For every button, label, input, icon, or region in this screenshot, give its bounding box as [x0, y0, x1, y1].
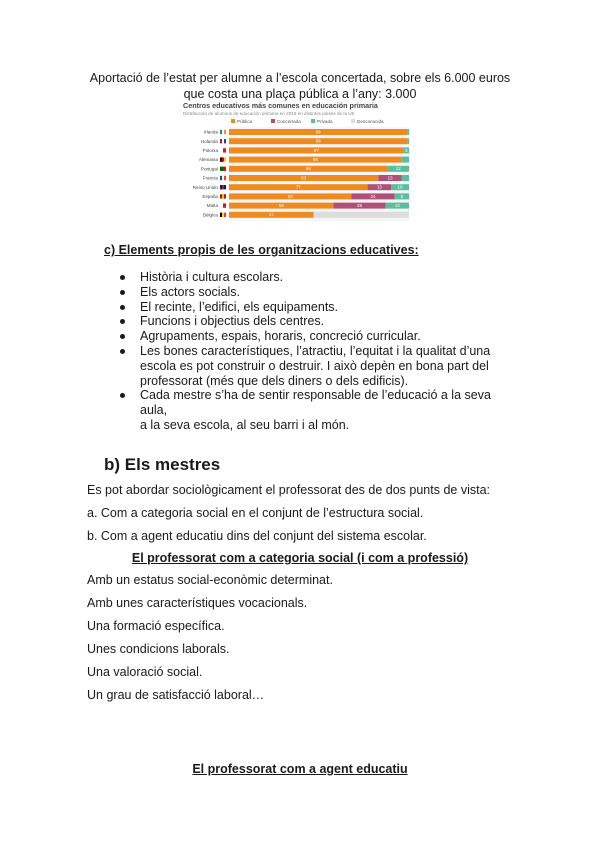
data-label: 12	[395, 166, 401, 172]
legend-swatch	[271, 119, 275, 123]
list-item-line: Funcions i objectius dels centres.	[140, 314, 325, 329]
flag-icon	[222, 185, 224, 189]
list-item: Amb unes característiques vocacionals.	[87, 596, 308, 610]
data-label: 8	[400, 193, 404, 199]
list-item: Una valoració social.	[87, 665, 203, 679]
legend-label: Concertada	[277, 118, 301, 124]
bar-segment	[402, 175, 409, 181]
paragraph-option-b: b. Com a agent educatiu dins del conjunt del sistema escolar.	[87, 529, 427, 543]
data-label: 97	[313, 147, 319, 153]
flag-icon	[223, 203, 226, 207]
legend-swatch	[231, 119, 235, 123]
list-item-line: Agrupaments, espais, horaris, concreció curricular.	[140, 329, 421, 344]
bar-segment	[402, 157, 409, 163]
flag-icon	[224, 157, 226, 161]
list-item-line: Cada mestre s’ha de sentir responsable de l’educació a la seva aula,	[140, 388, 491, 418]
teacher-traits-list	[87, 573, 333, 711]
paragraph-option-a: a. Com a categoria social en el conjunt de l’estructura social.	[87, 506, 424, 520]
list-item	[120, 314, 520, 329]
list-item-line: El recinte, l’edifici, els equipaments.	[140, 299, 339, 314]
chart-title: Centros educativos más comunes en educación primaria	[183, 101, 378, 110]
flag-icon	[222, 130, 224, 134]
flag-icon	[220, 213, 222, 217]
data-label: 99	[315, 129, 321, 135]
bullet-icon	[120, 290, 125, 295]
flag-icon	[223, 167, 226, 171]
intro-line-1: Aportació de l’estat per alumne a l’escola concertada, sobre els 6.000 euros	[89, 71, 511, 85]
category-label: Irlanda	[203, 129, 218, 135]
list-item-line: Història i cultura escolars.	[140, 270, 284, 284]
category-label: Reino Unido	[192, 184, 218, 190]
bar-segment	[407, 129, 409, 135]
list-item: Una formació específica.	[87, 619, 225, 633]
bullet-icon	[120, 334, 125, 339]
subtitle-educational-agent: El professorat com a agent educatiu	[192, 762, 408, 776]
bar-segment	[314, 212, 409, 218]
section-c-title: c) Elements propis de les organitzacions educatives:	[104, 243, 419, 257]
data-label: 68	[287, 193, 293, 199]
category-label: Francia	[202, 175, 218, 181]
flag-icon	[222, 194, 224, 198]
list-item-line: Els actors socials.	[140, 284, 241, 299]
bullet-icon	[120, 305, 125, 310]
flag-icon	[220, 148, 223, 152]
list-item-line: a la seva escola, al seu barri i al món.	[140, 417, 350, 432]
data-label: 99	[315, 138, 321, 144]
bullet-icon	[120, 349, 125, 354]
flag-icon	[224, 130, 226, 134]
intro-text	[60, 70, 540, 102]
data-label: 3	[405, 147, 408, 153]
flag-icon	[222, 213, 224, 217]
flag-icon	[224, 213, 226, 217]
list-item-line: escola es pot construir o destruir. I això depèn en bona part del	[140, 358, 489, 373]
school-types-chart	[183, 101, 413, 231]
flag-icon	[220, 185, 222, 189]
list-item: Amb un estatus social-econòmic determinat.	[87, 573, 333, 587]
data-label: 13	[394, 203, 400, 208]
data-label: 13	[387, 175, 393, 181]
flag-icon	[224, 139, 226, 143]
list-item	[120, 329, 520, 344]
flag-icon	[220, 167, 223, 171]
section-c-list	[120, 270, 520, 433]
flag-icon	[224, 185, 226, 189]
data-label: 47	[268, 212, 274, 218]
data-label: 29	[357, 203, 362, 208]
list-item: Un grau de satisfacció laboral…	[87, 688, 265, 702]
category-label: Alemania	[198, 157, 218, 163]
data-label: 10	[397, 184, 403, 190]
flag-icon	[220, 139, 222, 143]
list-item	[120, 388, 520, 432]
legend-label: Pública	[237, 118, 253, 124]
bullet-icon	[120, 393, 125, 398]
flag-icon	[220, 194, 222, 198]
category-label: España	[202, 194, 218, 199]
legend-swatch	[311, 119, 315, 123]
flag-icon	[224, 194, 226, 198]
data-label: 83	[301, 175, 307, 181]
list-item	[120, 270, 520, 285]
data-label: 24	[370, 193, 376, 199]
flag-icon	[222, 139, 224, 143]
bullet-icon	[120, 319, 125, 324]
flag-icon	[224, 176, 226, 180]
legend-label: Privada	[317, 118, 333, 124]
flag-icon	[222, 176, 224, 180]
flag-icon	[220, 176, 222, 180]
intro-line-2: que costa una plaça pública a l’any: 3.000	[183, 87, 417, 101]
category-label: Bélgica	[202, 212, 218, 218]
data-label: 96	[312, 157, 318, 162]
category-label: Portugal	[200, 166, 218, 172]
chart-subtitle: Distribución de alumnos de educación primaria en 2019 en distintos países de la UE	[183, 111, 355, 116]
flag-icon	[220, 130, 222, 134]
flag-icon	[223, 148, 226, 152]
data-label: 13	[376, 184, 382, 190]
data-label: 77	[295, 184, 301, 190]
data-label: 88	[305, 166, 311, 172]
list-item	[120, 300, 520, 315]
legend-swatch	[351, 119, 355, 123]
list-item	[120, 285, 520, 300]
list-item-line: Les bones característiques, l’atractiu, l’equitat i la qualitat d’una	[140, 343, 491, 358]
bullet-icon	[120, 275, 125, 280]
bar-segment	[407, 138, 409, 144]
category-label: Malta	[206, 203, 218, 209]
section-b-heading: b) Els mestres	[104, 455, 221, 474]
category-label: Holanda	[200, 138, 218, 144]
category-label: Polonia	[202, 148, 218, 153]
legend-label: Desconocida	[357, 118, 384, 124]
paragraph-intro: Es pot abordar sociològicament el professorat des de dos punts de vista:	[87, 483, 491, 497]
list-item	[120, 344, 520, 388]
subtitle-social-category: El professorat com a categoria social (i com a professió)	[131, 551, 469, 565]
flag-icon	[220, 203, 223, 207]
data-label: 58	[278, 203, 284, 208]
chart-plot	[183, 116, 413, 228]
list-item: Unes condicions laborals.	[87, 642, 230, 656]
flag-icon	[222, 157, 224, 161]
flag-icon	[220, 157, 222, 161]
list-item-line: professorat (més que dels diners o dels edificis).	[140, 373, 409, 388]
